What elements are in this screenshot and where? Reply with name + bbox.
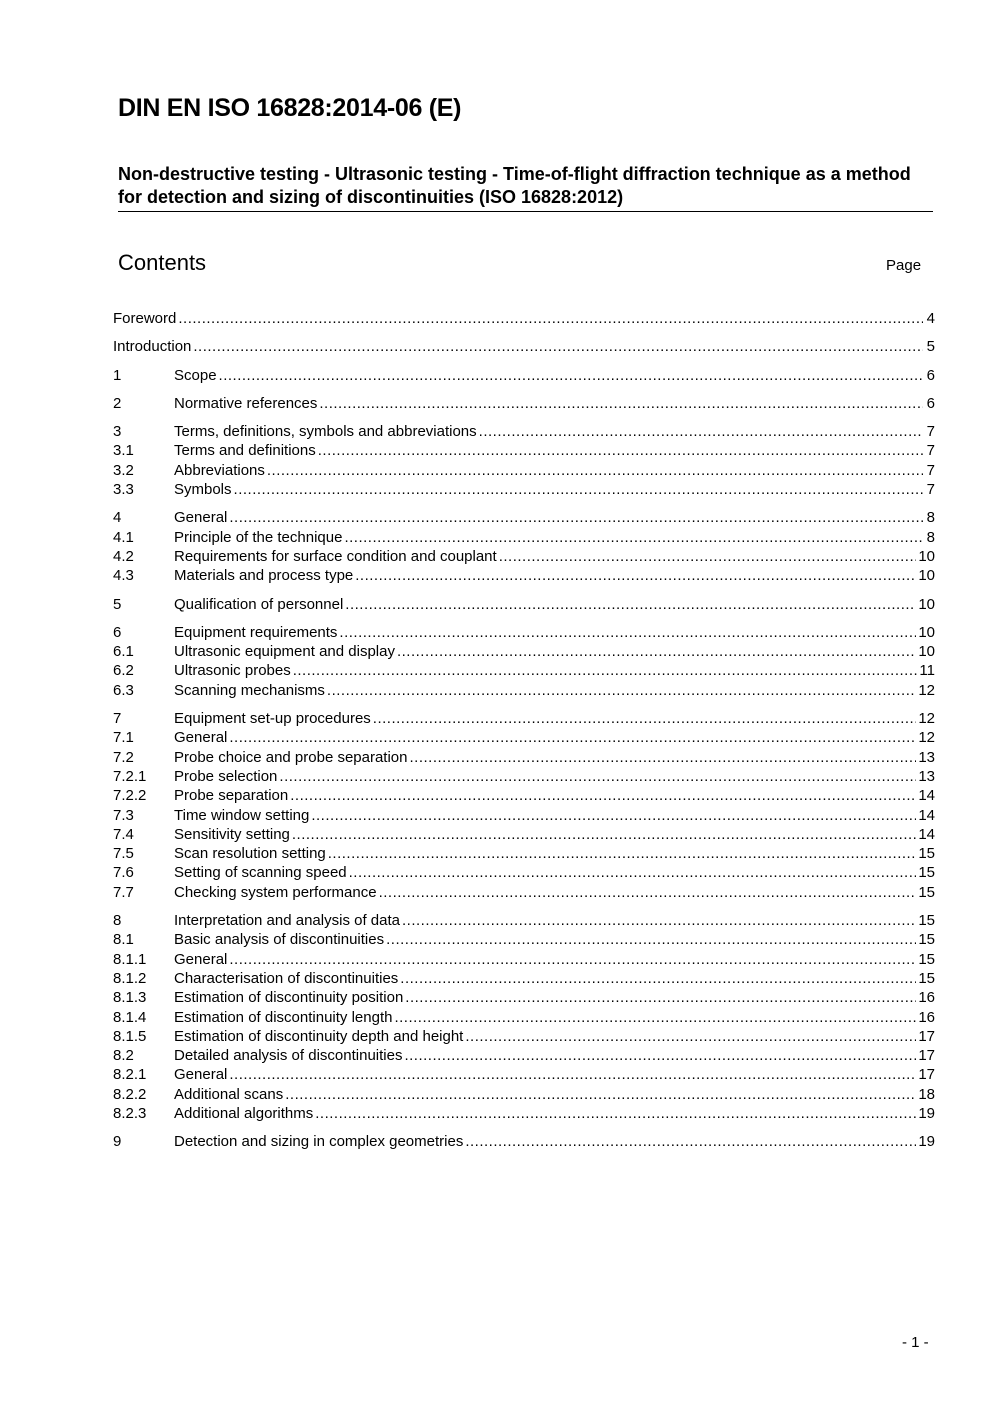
toc-entry-page: 6	[926, 366, 935, 384]
toc-entry[interactable]	[113, 844, 935, 863]
toc-group	[113, 366, 935, 385]
toc-entry-page: 15	[918, 950, 935, 968]
toc-entry[interactable]	[113, 709, 935, 728]
toc-entry-number: 8.1.5	[113, 1027, 147, 1045]
toc-dot-leader	[373, 709, 917, 728]
toc-entry[interactable]	[113, 547, 935, 566]
toc-entry[interactable]	[113, 1046, 935, 1065]
toc-entry-title: Additional scans	[174, 1085, 284, 1103]
toc-entry[interactable]	[113, 681, 935, 700]
toc-entry-page: 15	[918, 931, 935, 949]
toc-entry-number: 6.2	[113, 662, 134, 680]
toc-entry-page: 14	[918, 806, 935, 824]
toc-group	[113, 422, 935, 499]
toc-entry-number: 7.4	[113, 825, 134, 843]
toc-entry-page: 8	[926, 528, 935, 546]
toc-entry-number: 7.1	[113, 729, 134, 747]
toc-entry[interactable]	[113, 1008, 935, 1027]
toc-entry-page: 11	[919, 662, 935, 680]
toc-entry-page: 10	[918, 623, 935, 641]
toc-dot-leader	[404, 1046, 916, 1065]
toc-entry[interactable]	[113, 786, 935, 805]
toc-entry-title: Probe selection	[174, 767, 278, 785]
toc-dot-leader	[229, 950, 916, 969]
toc-entry[interactable]	[113, 595, 935, 614]
toc-entry-number: 6.3	[113, 681, 134, 699]
toc-dot-leader	[229, 1065, 916, 1084]
toc-entry-page: 17	[918, 1066, 935, 1084]
toc-entry[interactable]	[113, 1085, 935, 1104]
toc-dot-leader	[410, 748, 917, 767]
toc-entry-title: Principle of the technique	[174, 528, 343, 546]
toc-entry-title: Foreword	[113, 310, 177, 327]
toc-entry-number: 8.1.3	[113, 989, 147, 1007]
toc-entry-title: Symbols	[174, 481, 232, 499]
toc-dot-leader	[234, 480, 923, 499]
toc-entry-title: Qualification of personnel	[174, 595, 344, 613]
toc-entry-title: Ultrasonic probes	[174, 662, 291, 680]
toc-entry[interactable]	[113, 863, 935, 882]
toc-entry-number: 8.2.1	[113, 1066, 147, 1084]
toc-group	[113, 394, 935, 413]
toc-entry[interactable]	[113, 1065, 935, 1084]
toc-dot-leader	[355, 566, 916, 585]
toc-dot-leader	[499, 547, 917, 566]
toc-entry[interactable]	[113, 528, 935, 547]
toc-entry[interactable]	[113, 1027, 935, 1046]
toc-entry-number: 8.1.2	[113, 969, 147, 987]
toc-entry-page: 10	[918, 595, 935, 613]
toc-entry-page: 15	[918, 845, 935, 863]
page-number-footer: - 1 -	[902, 1334, 929, 1351]
toc-dot-leader	[178, 309, 923, 328]
toc-entry[interactable]	[113, 950, 935, 969]
toc-dot-leader	[285, 1085, 916, 1104]
toc-entry-page: 10	[918, 567, 935, 585]
toc-entry-page: 15	[918, 912, 935, 930]
toc-dot-leader	[400, 969, 916, 988]
toc-entry-number: 7.2.2	[113, 787, 147, 805]
toc-entry-page: 16	[918, 1008, 935, 1026]
toc-group	[113, 1132, 935, 1151]
toc-entry-title: Time window setting	[174, 806, 310, 824]
toc-entry-title: General	[174, 509, 228, 527]
toc-entry[interactable]	[113, 911, 935, 930]
toc-entry[interactable]	[113, 1104, 935, 1123]
toc-entry-title: Introduction	[113, 338, 192, 356]
toc-group	[113, 709, 935, 902]
toc-entry-number: 7.5	[113, 845, 134, 863]
toc-entry[interactable]	[113, 642, 935, 661]
toc-entry-title: Equipment requirements	[174, 623, 338, 641]
toc-entry-number: 2	[113, 394, 122, 412]
toc-dot-leader	[293, 661, 918, 680]
toc-entry-title: Detection and sizing in complex geometries	[174, 1133, 464, 1151]
toc-entry-number: 7.2.1	[113, 767, 147, 785]
toc-entry-number: 8.2	[113, 1047, 134, 1065]
toc-entry[interactable]	[113, 366, 935, 385]
toc-entry[interactable]	[113, 661, 935, 680]
toc-entry-title: Scan resolution setting	[174, 845, 326, 863]
toc-entry-title: Scanning mechanisms	[174, 681, 325, 699]
document-subtitle: Non-destructive testing - Ultrasonic testing - Time-of-flight diffraction technique as a method for detection and sizing of discontinuities (ISO 16828:2012)	[118, 163, 933, 212]
toc-entry-page: 19	[918, 1133, 935, 1151]
toc-entry-page: 12	[918, 681, 935, 699]
page-column-heading: Page	[886, 257, 922, 274]
toc-entry-title: Requirements for surface condition and couplant	[174, 547, 497, 565]
toc-entry[interactable]	[113, 566, 935, 585]
toc-dot-leader	[402, 911, 916, 930]
toc-entry-number: 7.7	[113, 883, 134, 901]
toc-entry-title: Characterisation of discontinuities	[174, 969, 399, 987]
toc-entry-page: 18	[918, 1085, 935, 1103]
toc-dot-leader	[267, 461, 923, 480]
toc-entry-page: 7	[926, 442, 935, 460]
toc-entry-title: Checking system performance	[174, 883, 377, 901]
toc-entry-title: General	[174, 950, 228, 968]
toc-entry-page: 15	[918, 883, 935, 901]
toc-entry-page: 7	[926, 461, 935, 479]
document-title: DIN EN ISO 16828:2014-06 (E)	[118, 94, 462, 122]
toc-entry-number: 3	[113, 423, 122, 441]
toc-entry-page: 17	[918, 1047, 935, 1065]
toc-entry-number: 7	[113, 710, 122, 728]
toc-entry[interactable]	[113, 767, 935, 786]
toc-entry[interactable]	[113, 309, 935, 328]
toc-entry-page: 6	[926, 394, 935, 412]
toc-entry-title: Basic analysis of discontinuities	[174, 931, 385, 949]
toc-entry-title: Materials and process type	[174, 567, 354, 585]
toc-group	[113, 911, 935, 1123]
toc-entry-number: 7.6	[113, 864, 134, 882]
toc-entry-page: 14	[918, 787, 935, 805]
toc-entry-title: Terms and definitions	[174, 442, 316, 460]
toc-entry-title: Detailed analysis of discontinuities	[174, 1047, 403, 1065]
toc-entry-page: 10	[918, 643, 935, 661]
toc-entry-title: Scope	[174, 366, 217, 384]
toc-entry-title: Estimation of discontinuity depth and height	[174, 1027, 464, 1045]
toc-entry-title: Additional algorithms	[174, 1104, 314, 1122]
toc-dot-leader	[479, 422, 923, 441]
toc-entry[interactable]	[113, 748, 935, 767]
toc-dot-leader	[193, 337, 923, 356]
toc-group	[113, 309, 935, 328]
toc-entry-title: Probe choice and probe separation	[174, 748, 408, 766]
toc-group	[113, 508, 935, 585]
toc-dot-leader	[327, 681, 916, 700]
toc-entry-title: Probe separation	[174, 787, 289, 805]
toc-entry-title: Estimation of discontinuity position	[174, 989, 404, 1007]
toc-dot-leader	[279, 767, 916, 786]
toc-entry-page: 16	[918, 989, 935, 1007]
toc-entry[interactable]	[113, 337, 935, 356]
toc-dot-leader	[318, 441, 923, 460]
toc-entry-page: 4	[926, 310, 935, 327]
toc-entry-number: 8.1.1	[113, 950, 147, 968]
toc-group	[113, 623, 935, 700]
toc-entry-page: 12	[918, 729, 935, 747]
toc-dot-leader	[319, 394, 923, 413]
toc-entry-page: 7	[926, 423, 935, 441]
toc-entry-page: 14	[918, 825, 935, 843]
toc-dot-leader	[394, 1008, 916, 1027]
toc-dot-leader	[219, 366, 923, 385]
toc-entry-title: Normative references	[174, 394, 318, 412]
toc-entry-page: 15	[918, 969, 935, 987]
toc-dot-leader	[311, 806, 916, 825]
toc-entry-page: 12	[918, 710, 935, 728]
toc-entry-number: 8.1.4	[113, 1008, 147, 1026]
contents-heading: Contents	[118, 250, 207, 275]
toc-dot-leader	[465, 1132, 916, 1151]
toc-entry-page: 17	[918, 1027, 935, 1045]
toc-dot-leader	[328, 844, 917, 863]
toc-entry[interactable]	[113, 988, 935, 1007]
toc-entry-page: 5	[926, 338, 935, 356]
toc-entry[interactable]	[113, 806, 935, 825]
toc-dot-leader	[386, 930, 916, 949]
toc-dot-leader	[345, 595, 916, 614]
toc-entry[interactable]	[113, 441, 935, 460]
toc-entry-title: General	[174, 729, 228, 747]
toc-entry-number: 8.2.2	[113, 1085, 147, 1103]
toc-entry-page: 15	[918, 864, 935, 882]
toc-entry[interactable]	[113, 883, 935, 902]
toc-entry-title: Sensitivity setting	[174, 825, 290, 843]
toc-entry-number: 8	[113, 912, 122, 930]
toc-dot-leader	[339, 623, 916, 642]
toc-entry-number: 4.1	[113, 528, 134, 546]
toc-entry[interactable]	[113, 623, 935, 642]
toc-entry-number: 1	[113, 366, 122, 384]
toc-dot-leader	[229, 508, 923, 527]
toc-entry-number: 3.2	[113, 461, 134, 479]
toc-entry-number: 4.2	[113, 547, 134, 565]
toc-group	[113, 337, 935, 356]
toc-entry-page: 19	[918, 1104, 935, 1122]
toc-entry-number: 9	[113, 1133, 122, 1151]
toc-entry-number: 4.3	[113, 567, 134, 585]
toc-entry-title: Interpretation and analysis of data	[174, 912, 400, 930]
toc-entry[interactable]	[113, 422, 935, 441]
toc-entry-page: 10	[918, 547, 935, 565]
table-of-contents	[113, 309, 935, 1161]
toc-entry-page: 13	[918, 767, 935, 785]
toc-entry-number: 7.2	[113, 748, 134, 766]
toc-entry-number: 6	[113, 623, 122, 641]
toc-entry[interactable]	[113, 394, 935, 413]
toc-entry-title: Abbreviations	[174, 461, 265, 479]
toc-dot-leader	[405, 988, 916, 1007]
toc-entry-title: Setting of scanning speed	[174, 864, 347, 882]
toc-dot-leader	[344, 528, 923, 547]
toc-dot-leader	[379, 883, 917, 902]
toc-entry-page: 8	[926, 509, 935, 527]
toc-entry-title: Terms, definitions, symbols and abbreviations	[174, 423, 477, 441]
toc-dot-leader	[290, 786, 916, 805]
toc-entry[interactable]	[113, 1132, 935, 1151]
toc-entry-number: 8.2.3	[113, 1104, 147, 1122]
toc-entry-title: General	[174, 1066, 228, 1084]
toc-entry-number: 3.1	[113, 442, 134, 460]
toc-entry-title: Ultrasonic equipment and display	[174, 643, 395, 661]
toc-entry[interactable]	[113, 461, 935, 480]
toc-entry-number: 7.3	[113, 806, 134, 824]
toc-dot-leader	[229, 728, 916, 747]
toc-dot-leader	[349, 863, 917, 882]
toc-entry[interactable]	[113, 480, 935, 499]
toc-entry[interactable]	[113, 728, 935, 747]
toc-entry-number: 8.1	[113, 931, 134, 949]
toc-dot-leader	[465, 1027, 916, 1046]
toc-entry-page: 13	[918, 748, 935, 766]
toc-group	[113, 595, 935, 614]
toc-dot-leader	[315, 1104, 916, 1123]
toc-entry[interactable]	[113, 930, 935, 949]
toc-entry-number: 5	[113, 595, 122, 613]
toc-entry-number: 6.1	[113, 643, 134, 661]
toc-entry-page: 7	[926, 481, 935, 499]
toc-entry-number: 4	[113, 509, 122, 527]
toc-entry-title: Equipment set-up procedures	[174, 710, 371, 728]
toc-dot-leader	[397, 642, 916, 661]
toc-entry-number: 3.3	[113, 481, 134, 499]
toc-entry[interactable]	[113, 969, 935, 988]
toc-dot-leader	[292, 825, 916, 844]
toc-entry-title: Estimation of discontinuity length	[174, 1008, 393, 1026]
toc-entry[interactable]	[113, 508, 935, 527]
toc-entry[interactable]	[113, 825, 935, 844]
